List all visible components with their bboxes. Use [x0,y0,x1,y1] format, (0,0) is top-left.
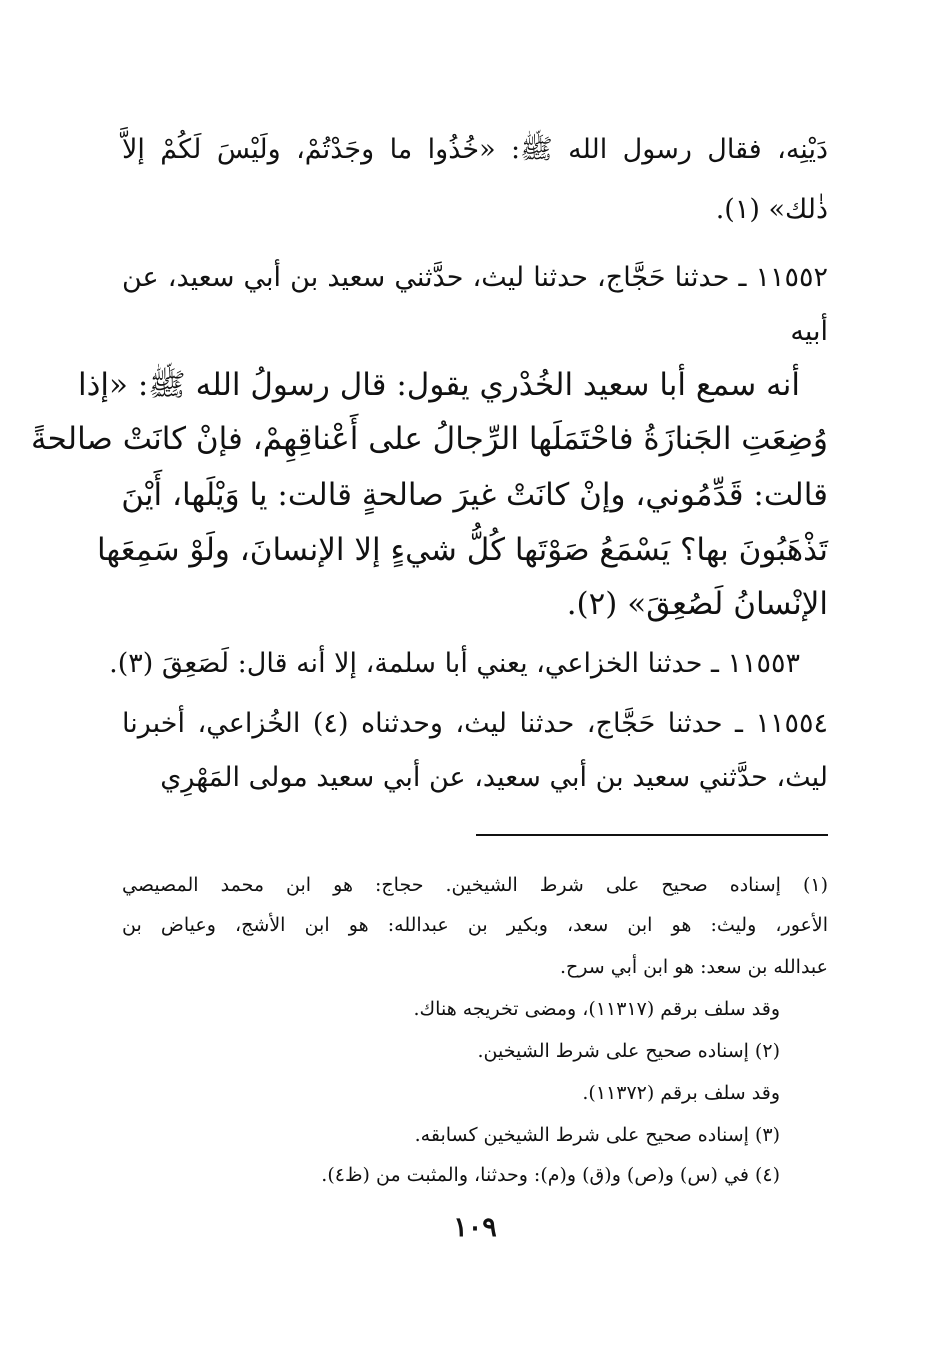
page-number: ١٠٩ [453,1212,497,1243]
hadith-11552-text-line-1: أنه سمع أبا سعيد الخُدْري يقول: قال رسولُ الله ﷺ: «إذا [77,367,800,403]
continuation-line-1: دَيْنِه، فقال رسول الله ﷺ: «خُذُوا ما وجَدْتُمْ، ولَيْسَ لَكُمْ إلاَّ [122,134,828,165]
footnote-4: (٤) في (س) و(ص) و(ق) و(م): وحدثنا، والمثبت من (ظ٤). [321,1164,780,1186]
footnote-1-line-1: (١) إسناده صحيح على شرط الشيخين. حجاج: هو ابن محمد المصيصي [122,874,828,896]
footnote-3: (٣) إسناده صحيح على شرط الشيخين كسابقه. [414,1124,780,1146]
continuation-line-2: ذٰلك» (١). [715,194,828,225]
hadith-11554-line-2: ليث، حدَّثني سعيد بن أبي سعيد، عن أبي سعيد مولى المَهْرِي [160,762,828,793]
footnote-2-reference: وقد سلف برقم (١١٣٧٢). [582,1082,780,1104]
footnote-separator [476,834,828,836]
footnote-2: (٢) إسناده صحيح على شرط الشيخين. [477,1040,780,1062]
hadith-11552-isnad-line-2: أبيه [790,316,828,347]
hadith-11554-line-1: ١١٥٥٤ ـ حدثنا حَجَّاج، حدثنا ليث، وحدثناه (٤) الخُزاعي، أخبرنا [122,708,828,739]
hadith-11552-isnad-line-1: ١١٥٥٢ ـ حدثنا حَجَّاج، حدثنا ليث، حدَّثني سعيد بن أبي سعيد، عن [122,262,828,293]
footnote-1-reference: وقد سلف برقم (١١٣١٧)، ومضى تخريجه هناك. [413,998,780,1020]
hadith-11552-text-line-2: وُضِعَتِ الجَنازَةُ فاحْتَمَلَها الرِّجالُ على أَعْناقِهِمْ، فإنْ كانَتْ صالحةً [31,421,828,457]
footnote-1-line-2: الأعور، وليث: هو ابن سعد، وبكير بن عبدالله: هو ابن الأشج، وعياض بن [122,914,828,936]
hadith-11552-text-line-4: تَذْهَبُونَ بها؟ يَسْمَعُ صَوْتَها كُلُّ شيءٍ إلا الإنسانَ، ولَوْ سَمِعَها [96,532,828,568]
footnote-1-line-3: عبدالله بن سعد: هو ابن أبي سرح. [559,956,828,978]
hadith-11553: ١١٥٥٣ ـ حدثنا الخزاعي، يعني أبا سلمة، إلا أنه قال: لَصَعِقَ (٣). [109,648,800,679]
hadith-11552-text-line-3: قالت: قَدِّمُوني، وإنْ كانَتْ غيرَ صالحةٍ قالت: يا وَيْلَها، أَيْنَ [121,477,828,513]
hadith-11552-text-line-5: الإنْسانُ لَصُعِقَ» (٢). [566,586,828,622]
